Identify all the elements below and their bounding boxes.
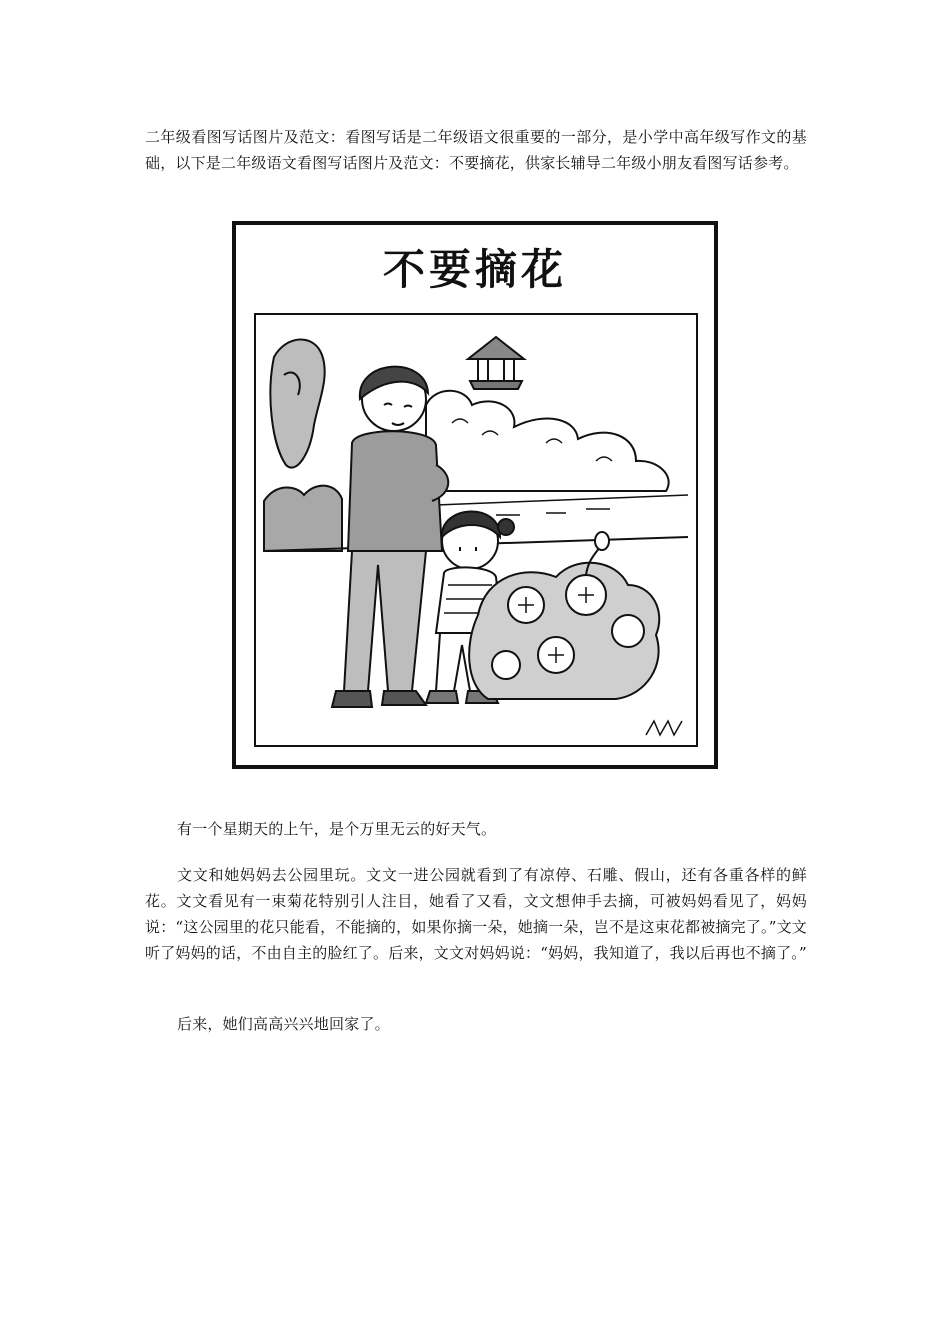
chrysanthemum-bush-drawing	[469, 532, 659, 699]
intro-paragraph: 二年级看图写话图片及范文：看图写话是二年级语文很重要的一部分，是小学中高年级写作文的基础，以下是二年级语文看图写话图片及范文：不要摘花，供家长辅导二年级小朋友看图写话参考。	[145, 128, 807, 172]
body-paragraph: 有一个星期天的上午，是个万里无云的好天气。	[177, 820, 497, 838]
pavilion-drawing	[468, 337, 524, 389]
body-paragraph: 文文和她妈妈去公园里玩。文文一进公园就看到了有凉停、石雕、假山，还有各重各样的鲜花。文文看见有一束菊花特别引人注目，她看了又看，文文想伸手去摘，可被妈妈看见了，妈妈说：“这公园里的花只能看，不能摘的，如果你摘一朵，她摘一朵，岂不是这束花都被摘完了。”文文听了妈妈的话，不由自主的脸红了。后来，文文对妈妈说：“妈妈，我知道了，我以后再也不摘了。”	[145, 866, 807, 962]
picture-frame	[232, 221, 718, 769]
picture-title: 不要摘花	[382, 245, 567, 294]
body-paragraph: 后来，她们高高兴兴地回家了。	[177, 1015, 390, 1033]
illustration	[254, 313, 698, 747]
illustration-drawing	[256, 315, 696, 745]
